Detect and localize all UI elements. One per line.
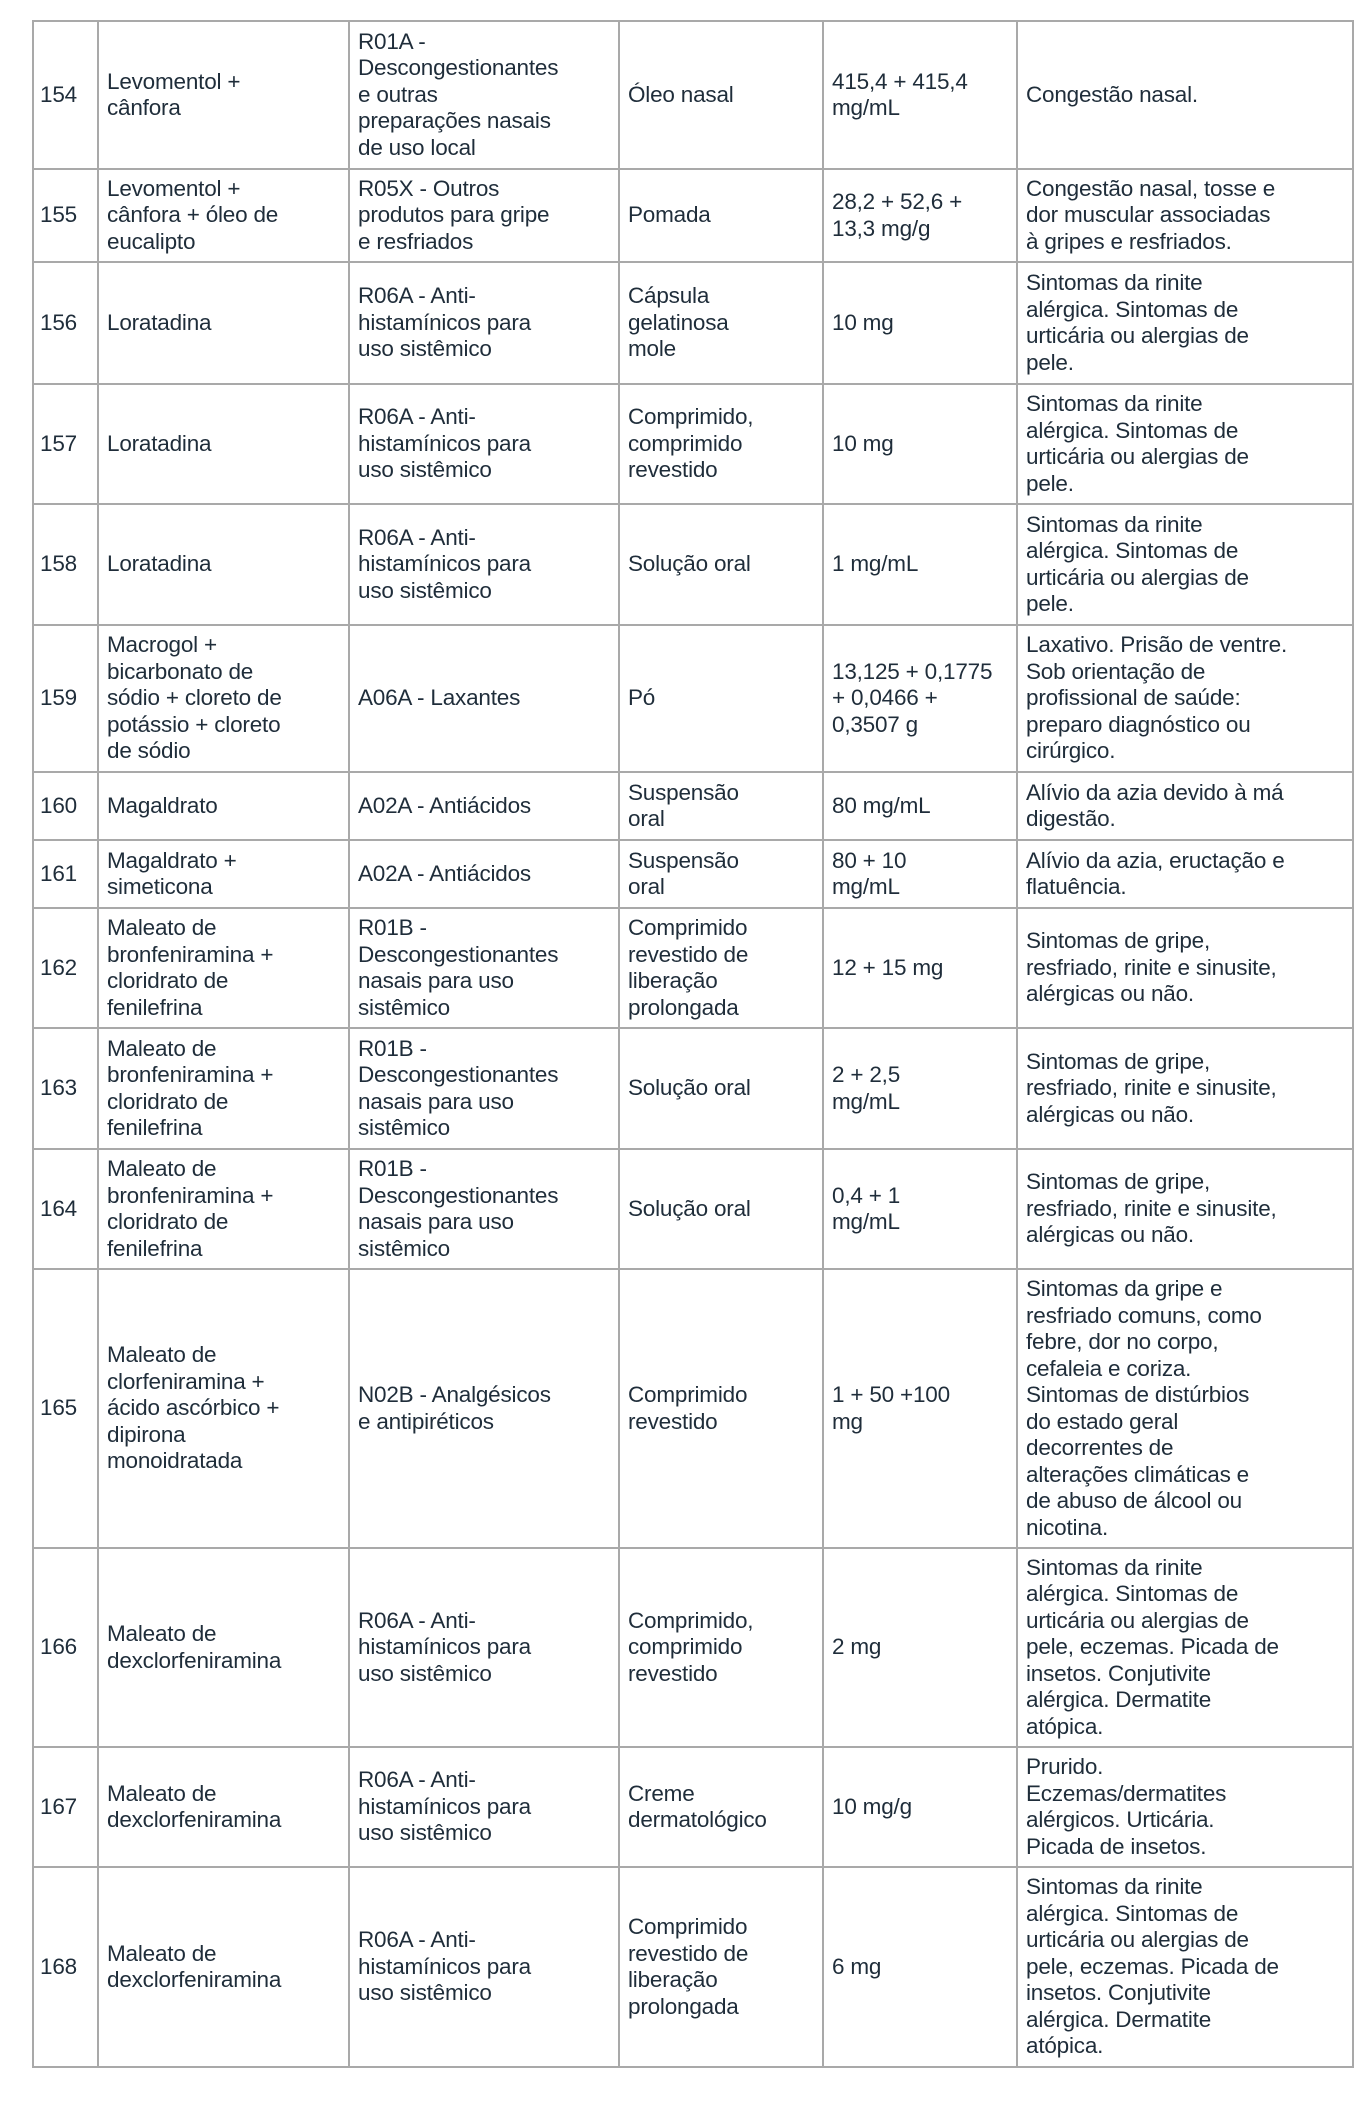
table-row bbox=[33, 1867, 1353, 2067]
table-row bbox=[33, 504, 1353, 625]
pharmaceutical-form-cell: Comprimido revestido bbox=[619, 1269, 823, 1548]
indication-cell: Sintomas da gripe e resfriado comuns, como febre, dor no corpo, cefaleia e coriza. Sintomas de distúrbios do estado geral decorrentes de alterações climáticas e de abuso de álcool ou nicotina. bbox=[1017, 1269, 1353, 1548]
substance-name-cell: Maleato de bronfeniramina + cloridrato de fenilefrina bbox=[98, 1149, 349, 1269]
atc-class-cell: R06A - Anti- histamínicos para uso sistêmico bbox=[349, 384, 619, 504]
pharmaceutical-form-cell: Comprimido revestido de liberação prolongada bbox=[619, 908, 823, 1028]
concentration-cell: 0,4 + 1 mg/mL bbox=[823, 1149, 1017, 1269]
pharmaceutical-form-cell: Comprimido, comprimido revestido bbox=[619, 1548, 823, 1747]
pharmaceutical-form-cell: Solução oral bbox=[619, 1028, 823, 1149]
substance-name-cell: Maleato de bronfeniramina + cloridrato de fenilefrina bbox=[98, 1028, 349, 1149]
atc-class-cell: R06A - Anti- histamínicos para uso sistêmico bbox=[349, 1747, 619, 1867]
substance-name-cell: Loratadina bbox=[98, 262, 349, 384]
medication-table-body bbox=[33, 21, 1353, 2067]
table-row bbox=[33, 625, 1353, 772]
pharmaceutical-form-cell: Solução oral bbox=[619, 504, 823, 625]
pharmaceutical-form-cell: Suspensão oral bbox=[619, 840, 823, 908]
indication-cell: Sintomas da rinite alérgica. Sintomas de urticária ou alergias de pele. bbox=[1017, 262, 1353, 384]
row-number-cell: 166 bbox=[33, 1548, 98, 1747]
row-number-cell: 162 bbox=[33, 908, 98, 1028]
medication-table bbox=[32, 20, 1354, 2068]
substance-name-cell: Levomentol + cânfora + óleo de eucalipto bbox=[98, 169, 349, 262]
concentration-cell: 10 mg/g bbox=[823, 1747, 1017, 1867]
concentration-cell: 28,2 + 52,6 + 13,3 mg/g bbox=[823, 169, 1017, 262]
pharmaceutical-form-cell: Pó bbox=[619, 625, 823, 772]
concentration-cell: 1 mg/mL bbox=[823, 504, 1017, 625]
row-number-cell: 167 bbox=[33, 1747, 98, 1867]
row-number-cell: 163 bbox=[33, 1028, 98, 1149]
concentration-cell: 1 + 50 +100 mg bbox=[823, 1269, 1017, 1548]
substance-name-cell: Loratadina bbox=[98, 504, 349, 625]
atc-class-cell: R06A - Anti- histamínicos para uso sistêmico bbox=[349, 1548, 619, 1747]
concentration-cell: 415,4 + 415,4 mg/mL bbox=[823, 21, 1017, 169]
row-number-cell: 157 bbox=[33, 384, 98, 504]
atc-class-cell: R05X - Outros produtos para gripe e resfriados bbox=[349, 169, 619, 262]
substance-name-cell: Macrogol + bicarbonato de sódio + cloreto de potássio + cloreto de sódio bbox=[98, 625, 349, 772]
atc-class-cell: A02A - Antiácidos bbox=[349, 772, 619, 840]
substance-name-cell: Levomentol + cânfora bbox=[98, 21, 349, 169]
concentration-cell: 10 mg bbox=[823, 262, 1017, 384]
table-row bbox=[33, 840, 1353, 908]
row-number-cell: 161 bbox=[33, 840, 98, 908]
atc-class-cell: R01A - Descongestionantes e outras preparações nasais de uso local bbox=[349, 21, 619, 169]
row-number-cell: 158 bbox=[33, 504, 98, 625]
concentration-cell: 13,125 + 0,1775 + 0,0466 + 0,3507 g bbox=[823, 625, 1017, 772]
table-row bbox=[33, 1548, 1353, 1747]
indication-cell: Alívio da azia devido à má digestão. bbox=[1017, 772, 1353, 840]
concentration-cell: 2 + 2,5 mg/mL bbox=[823, 1028, 1017, 1149]
pharmaceutical-form-cell: Comprimido, comprimido revestido bbox=[619, 384, 823, 504]
row-number-cell: 154 bbox=[33, 21, 98, 169]
row-number-cell: 165 bbox=[33, 1269, 98, 1548]
pharmaceutical-form-cell: Pomada bbox=[619, 169, 823, 262]
table-row bbox=[33, 262, 1353, 384]
pharmaceutical-form-cell: Solução oral bbox=[619, 1149, 823, 1269]
substance-name-cell: Maleato de dexclorfeniramina bbox=[98, 1747, 349, 1867]
indication-cell: Laxativo. Prisão de ventre. Sob orientação de profissional de saúde: preparo diagnóstico ou cirúrgico. bbox=[1017, 625, 1353, 772]
indication-cell: Sintomas da rinite alérgica. Sintomas de urticária ou alergias de pele, eczemas. Picada de insetos. Conjutivite alérgica. Dermatite atópica. bbox=[1017, 1548, 1353, 1747]
indication-cell: Sintomas de gripe, resfriado, rinite e sinusite, alérgicas ou não. bbox=[1017, 908, 1353, 1028]
atc-class-cell: R01B - Descongestionantes nasais para uso sistêmico bbox=[349, 1028, 619, 1149]
pharmaceutical-form-cell: Creme dermatológico bbox=[619, 1747, 823, 1867]
substance-name-cell: Maleato de bronfeniramina + cloridrato de fenilefrina bbox=[98, 908, 349, 1028]
row-number-cell: 155 bbox=[33, 169, 98, 262]
substance-name-cell: Magaldrato bbox=[98, 772, 349, 840]
pharmaceutical-form-cell: Suspensão oral bbox=[619, 772, 823, 840]
atc-class-cell: R06A - Anti- histamínicos para uso sistêmico bbox=[349, 1867, 619, 2067]
row-number-cell: 160 bbox=[33, 772, 98, 840]
table-row bbox=[33, 1269, 1353, 1548]
indication-cell: Sintomas da rinite alérgica. Sintomas de urticária ou alergias de pele, eczemas. Picada de insetos. Conjutivite alérgica. Dermatite atópica. bbox=[1017, 1867, 1353, 2067]
pharmaceutical-form-cell: Óleo nasal bbox=[619, 21, 823, 169]
concentration-cell: 2 mg bbox=[823, 1548, 1017, 1747]
indication-cell: Congestão nasal. bbox=[1017, 21, 1353, 169]
row-number-cell: 156 bbox=[33, 262, 98, 384]
atc-class-cell: R06A - Anti- histamínicos para uso sistêmico bbox=[349, 504, 619, 625]
atc-class-cell: N02B - Analgésicos e antipiréticos bbox=[349, 1269, 619, 1548]
substance-name-cell: Maleato de dexclorfeniramina bbox=[98, 1867, 349, 2067]
indication-cell: Sintomas de gripe, resfriado, rinite e sinusite, alérgicas ou não. bbox=[1017, 1149, 1353, 1269]
atc-class-cell: R01B - Descongestionantes nasais para uso sistêmico bbox=[349, 908, 619, 1028]
pharmaceutical-form-cell: Comprimido revestido de liberação prolongada bbox=[619, 1867, 823, 2067]
indication-cell: Alívio da azia, eructação e flatuência. bbox=[1017, 840, 1353, 908]
atc-class-cell: A02A - Antiácidos bbox=[349, 840, 619, 908]
concentration-cell: 6 mg bbox=[823, 1867, 1017, 2067]
indication-cell: Prurido. Eczemas/dermatites alérgicos. Urticária. Picada de insetos. bbox=[1017, 1747, 1353, 1867]
table-row bbox=[33, 169, 1353, 262]
table-row bbox=[33, 1028, 1353, 1149]
table-row bbox=[33, 1149, 1353, 1269]
table-row bbox=[33, 384, 1353, 504]
pharmaceutical-form-cell: Cápsula gelatinosa mole bbox=[619, 262, 823, 384]
concentration-cell: 12 + 15 mg bbox=[823, 908, 1017, 1028]
row-number-cell: 164 bbox=[33, 1149, 98, 1269]
substance-name-cell: Magaldrato + simeticona bbox=[98, 840, 349, 908]
indication-cell: Congestão nasal, tosse e dor muscular associadas à gripes e resfriados. bbox=[1017, 169, 1353, 262]
concentration-cell: 80 + 10 mg/mL bbox=[823, 840, 1017, 908]
row-number-cell: 159 bbox=[33, 625, 98, 772]
concentration-cell: 80 mg/mL bbox=[823, 772, 1017, 840]
substance-name-cell: Maleato de clorfeniramina + ácido ascórbico + dipirona monoidratada bbox=[98, 1269, 349, 1548]
substance-name-cell: Loratadina bbox=[98, 384, 349, 504]
atc-class-cell: R06A - Anti- histamínicos para uso sistêmico bbox=[349, 262, 619, 384]
table-row bbox=[33, 908, 1353, 1028]
row-number-cell: 168 bbox=[33, 1867, 98, 2067]
indication-cell: Sintomas de gripe, resfriado, rinite e sinusite, alérgicas ou não. bbox=[1017, 1028, 1353, 1149]
atc-class-cell: A06A - Laxantes bbox=[349, 625, 619, 772]
table-row bbox=[33, 772, 1353, 840]
concentration-cell: 10 mg bbox=[823, 384, 1017, 504]
table-row bbox=[33, 21, 1353, 169]
indication-cell: Sintomas da rinite alérgica. Sintomas de urticária ou alergias de pele. bbox=[1017, 504, 1353, 625]
indication-cell: Sintomas da rinite alérgica. Sintomas de urticária ou alergias de pele. bbox=[1017, 384, 1353, 504]
atc-class-cell: R01B - Descongestionantes nasais para uso sistêmico bbox=[349, 1149, 619, 1269]
table-row bbox=[33, 1747, 1353, 1867]
substance-name-cell: Maleato de dexclorfeniramina bbox=[98, 1548, 349, 1747]
